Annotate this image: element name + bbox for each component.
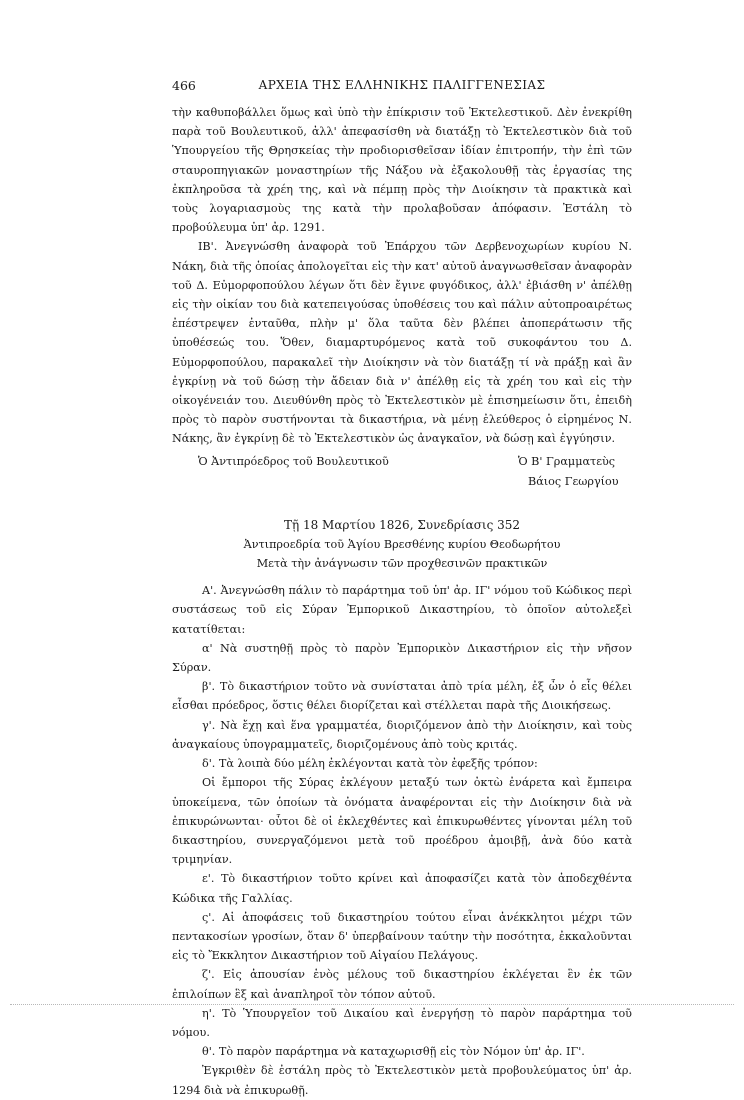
clause-c: γ'. Νὰ ἔχῃ καὶ ἕνα γραμματέα, διοριζόμενον ἀπὸ τὴν Διοίκησιν, καὶ τοὺς ἀναγκαίους ὑπογραμματεῖς, διοριζομένους ἀπὸ τοὺς κριτάς. — [172, 718, 632, 751]
clause-d: δ'. Τὰ λοιπὰ δύο μέλη ἐκλέγονται κατὰ τὸν ἐφεξῆς τρόπον: — [202, 757, 538, 771]
session-presidency: Ἀντιπροεδρία τοῦ Ἁγίου Βρεσθένης κυρίου Θεοδωρήτου — [243, 537, 561, 551]
running-title: ΑΡΧΕΙΑ ΤΗΣ ΕΛΛΗΝΙΚΗΣ ΠΑΛΙΓΓΕΝΕΣΙΑΣ — [258, 78, 546, 92]
clause-i: θ'. Τὸ παρὸν παράρτημα νὰ καταχωρισθῇ εἰς τὸν Νόμον ὑπ' ἀρ. ΙΓ'. — [202, 1045, 585, 1059]
signature-block — [172, 452, 632, 493]
secretary-name: Βάιος Γεωργίου — [528, 474, 619, 488]
item-ib-paragraph: ΙΒ'. Ἀνεγνώσθη ἀναφορὰ τοῦ Ἐπάρχου τῶν Δερβενοχωρίων κυρίου Ν. Νάκη, διὰ τῆς ὁποίας ἀπολογεῖται εἰς τὴν κατ' αὐτοῦ ἀναγνωσθεῖσαν ἀναφορὰν τοῦ Δ. Εὐμορφοπούλου λέγων ὅτι δὲν ἔγινε φυγόδικος, ἀλλ' ἐβιάσθη ν' ἀπέλθῃ εἰς τὴν οἰκίαν του διὰ κατεπειγούσας ὑποθέσεις του καὶ πάλιν αὐτοπροαιρέτως ἐπέστρεψεν ἐνταῦθα, πλὴν μ' ὅλα ταῦτα δὲν βλέπει ἀποπεράτωσιν τῆς ὑποθέσεώς του. Ὅθεν, διαμαρτυρόμενος κατὰ τοῦ συκοφάντου του Δ. Εὐμορφοπούλου, παρακαλεῖ τὴν Διοίκησιν νὰ τὸν διατάξῃ τί νὰ πράξῃ καὶ ἂν ἐγκρίνῃ νὰ τοῦ δώσῃ τὴν ἄδειαν διὰ ν' ἀπέλθῃ εἰς τὰ χρέη του καὶ εἰς τὴν οἰκογένειάν του. Διευθύνθη πρὸς τὸ Ἐκτελεστικὸν μὲ ἐπισημείωσιν ὅτι, ἐπειδὴ πρὸς τὸ παρὸν συστήνονται τὰ δικαστήρια, νὰ μένῃ ἐλεύθερος ὁ εἰρημένος Ν. Νάκης, ἂν ἐγκρίνῃ δὲ τὸ Ἐκτελεστικὸν ὡς ἀναγκαῖον, νὰ δώσῃ καὶ ἐγγύησιν. — [172, 240, 633, 446]
scan-edge-divider — [10, 1004, 734, 1005]
page-body — [172, 103, 632, 1100]
approval-paragraph: Ἐγκριθὲν δὲ ἐστάλη πρὸς τὸ Ἐκτελεστικὸν μετὰ προβουλεύματος ὑπ' ἀρ. 1294 διὰ νὰ ἐπικυρωθῇ. — [172, 1064, 632, 1097]
vice-president-signature: Ὁ Ἀντιπρόεδρος τοῦ Βουλευτικοῦ — [198, 454, 389, 468]
paragraph-alpha: Α'. Ἀνεγνώσθη πάλιν τὸ παράρτημα τοῦ ὑπ' ἀρ. ΙΓ' νόμου τοῦ Κώδικος περὶ συστάσεως τοῦ εἰς Σύραν Ἐμπορικοῦ Δικαστηρίου, τὸ ὁποῖον αὐτολεξεὶ κατατίθεται: — [172, 584, 632, 636]
clause-e: ε'. Τὸ δικαστήριον τοῦτο κρίνει καὶ ἀποφασίζει κατὰ τὸν ἀποδεχθέντα Κώδικα τῆς Γαλλίας. — [172, 872, 632, 905]
page-number: 466 — [172, 78, 196, 93]
continuation-paragraph: τὴν καθυποβάλλει ὅμως καὶ ὑπὸ τὴν ἐπίκρισιν τοῦ Ἐκτελεστικοῦ. Δὲν ἐνεκρίθη παρὰ τοῦ Βουλευτικοῦ, ἀλλ' ἀπεφασίσθη νὰ διατάξῃ τὸ Ἐκτελεστικὸν διὰ τοῦ Ὑπουργείου τῆς Θρησκείας τὴν προδιορισθεῖσαν ἰδίαν ἐπιτροπήν, τὴν ἐπὶ τῶν σταυροπηγιακῶν μοναστηρίων τῆς Νάξου νὰ ἐξακολουθῇ τὰς ἐργασίας της ἐκπληροῦσα τὰ χρέη της, καὶ νὰ πέμπῃ πρὸς τὴν Διοίκησιν τὰ πρακτικὰ καὶ τοὺς λογαριασμοὺς της κατὰ τὴν προλαβοῦσαν ἀπόφασιν. Ἐστάλη τὸ προβούλευμα ὑπ' ἀρ. 1291. — [172, 106, 632, 235]
page-header — [172, 78, 632, 98]
clause-a: α' Νὰ συστηθῇ πρὸς τὸ παρὸν Ἐμπορικὸν Δικαστήριον εἰς τὴν νῆσον Σύραν. — [172, 641, 632, 675]
clause-h: η'. Τὸ Ὑπουργεῖον τοῦ Δικαίου καὶ ἐνεργήσῃ τὸ παρὸν παράρτημα τοῦ νόμου. — [172, 1006, 632, 1039]
clause-f: ς'. Αἱ ἀποφάσεις τοῦ δικαστηρίου τούτου εἶναι ἀνέκκλητοι μέχρι τῶν πεντακοσίων γροσίων, ὅταν δ' ὑπερβαίνουν ταύτην τὴν ποσότητα, ἐκκαλοῦνται εἰς τὸ Ἔκκλητον Δικαστήριον τοῦ Αἰγαίου Πελάγους. — [172, 910, 632, 963]
clause-d-detail: Οἱ ἔμποροι τῆς Σύρας ἐκλέγουν μεταξύ των ὀκτὼ ἐνάρετα καὶ ἔμπειρα ὑποκείμενα, τῶν ὁποίων τὰ ὀνόματα ἀναφέρονται εἰς τὴν Διοίκησιν διὰ νὰ ἐπικυρώνωνται· οὗτοι δὲ οἱ ἐκλεχθέντες καὶ ἐπικυρωθέντες γίνονται μέλη τοῦ δικαστηρίου, συνεργαζόμενοι μετὰ τοῦ προέδρου ἀμοιβῇ, ἀνὰ δύο κατὰ τριμηνίαν. — [172, 776, 632, 867]
secretary-title: Ὁ Β' Γραμματεὺς — [518, 454, 616, 468]
clause-g: ζ'. Εἰς ἀπουσίαν ἑνὸς μέλους τοῦ δικαστηρίου ἐκλέγεται ἓν ἐκ τῶν ἐπιλοίπων ἓξ καὶ ἀναπληροῖ τὸν τόπον αὐτοῦ. — [172, 968, 632, 1001]
clause-b: β'. Τὸ δικαστήριον τοῦτο νὰ συνίσταται ἀπὸ τρία μέλη, ἐξ ὧν ὁ εἷς θέλει εἶσθαι πρόεδρος, ὅστις θέλει διορίζεται καὶ στέλλεται παρὰ τῆς Διοικήσεως. — [172, 680, 632, 713]
session-after-reading: Μετὰ τὴν ἀνάγνωσιν τῶν προχθεσινῶν πρακτικῶν — [256, 557, 548, 571]
session-date-heading: Τῇ 18 Μαρτίου 1826, Συνεδρίασις 352 — [283, 517, 521, 532]
